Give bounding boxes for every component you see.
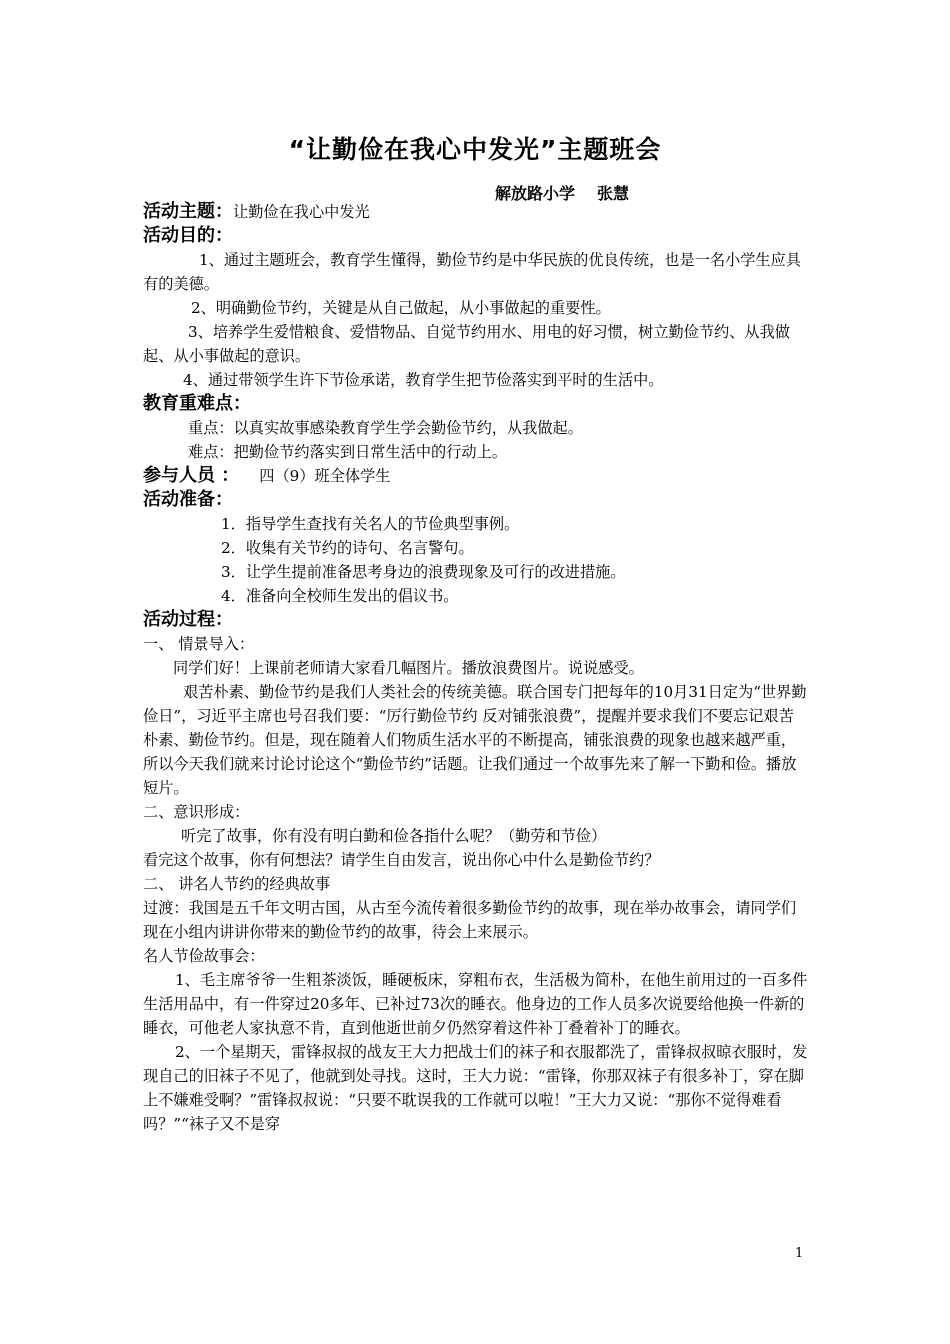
purpose-item: 3、培养学生爱惜粮食、爱惜物品、自觉节约用水、用电的好习惯，树立勤俭节约、从我做起、从小事做起的意识。 bbox=[143, 323, 790, 365]
key-point: 重点：以真实故事感染教育学生学会勤俭节约，从我做起。 bbox=[188, 419, 583, 437]
difficulty-heading: 教育重难点： bbox=[143, 393, 251, 414]
story-paragraph: 1、毛主席爷爷一生粗茶淡饭，睡硬板床，穿粗布衣，生活极为简朴，在他生前用过的一百多件生活用品中，有一件穿过20多年、已补过73次的睡衣。他身边的工作人员多次说要给他换一件新的睡衣，可他老人家执意不肯，直到他逝世前夕仍然穿着这件补丁叠着补丁的睡衣。 bbox=[143, 971, 808, 1037]
purpose-heading: 活动目的： bbox=[143, 225, 233, 246]
prep-heading: 活动准备： bbox=[143, 489, 233, 510]
paragraph: 看完这个故事，你有何想法？请学生自由发言，说出你心中什么是勤俭节约？ bbox=[143, 851, 660, 869]
paragraph: 艰苦朴素、勤俭节约是我们人类社会的传统美德。联合国专门把每年的10月31日定为“世界勤俭日”，习近平主席也号召我们要：“厉行勤俭节约 反对铺张浪费”，提醒并要求我们不要忘记艰苦朴素、勤俭节约。但是，现在随着人们物质生活水平的不断提高，铺张浪费的现象也越来越严重，所以今天我们就来讨论讨论这个“勤俭节约”话题。让我们通过一个故事先来了解一下勤和俭。播放短片。 bbox=[143, 683, 807, 797]
hard-point: 难点：把勤俭节约落实到日常生活中的行动上。 bbox=[188, 443, 507, 461]
paragraph: 听完了故事，你有没有明白勤和俭各指什么呢？（勤劳和节俭） bbox=[181, 827, 607, 845]
section-title: 二、 讲名人节约的经典故事 bbox=[143, 875, 331, 893]
purpose-item: 2、明确勤俭节约，关键是从自己做起，从小事做起的重要性。 bbox=[191, 299, 611, 317]
participants-heading: 参与人员 ： bbox=[143, 465, 240, 486]
paragraph: 同学们好！上课前老师请大家看几幅图片。播放浪费图片。说说感受。 bbox=[173, 659, 644, 677]
process-heading: 活动过程： bbox=[143, 609, 233, 630]
section-title: 二、意识形成： bbox=[143, 803, 250, 821]
prep-item: 1．指导学生查找有关名人的节俭典型事例。 bbox=[221, 515, 520, 533]
theme-line bbox=[143, 200, 808, 224]
participants-line bbox=[143, 464, 808, 488]
purpose-item: 4、通过带领学生许下节俭承诺，教育学生把节俭落实到平时的生活中。 bbox=[183, 371, 664, 389]
participants-value: 四（9）班全体学生 bbox=[259, 467, 391, 485]
purpose-item: 1、通过主题班会，教育学生懂得，勤俭节约是中华民族的优良传统，也是一名小学生应具有的美德。 bbox=[143, 251, 801, 293]
page-number: 1 bbox=[795, 1246, 804, 1261]
prep-item: 4．准备向全校师生发出的倡议书。 bbox=[221, 587, 459, 605]
story-paragraph: 2、一个星期天，雷锋叔叔的战友王大力把战士们的袜子和衣服都洗了，雷锋叔叔晾衣服时，发现自己的旧袜子不见了，他就到处寻找。这时，王大力说：“雷锋，你那双袜子有很多补丁，穿在脚上不嫌难受啊？”雷锋叔叔说：“只要不耽误我的工作就可以啦！”王大力又说：“那你不觉得难看吗？”“袜子又不是穿 bbox=[143, 1043, 808, 1133]
prep-item: 2．收集有关节约的诗句、名言警句。 bbox=[221, 539, 474, 557]
paragraph: 名人节俭故事会： bbox=[143, 947, 265, 965]
theme-heading: 活动主题： bbox=[143, 201, 233, 222]
section-title: 一、 情景导入： bbox=[143, 635, 255, 653]
theme-value: 让勤俭在我心中发光 bbox=[233, 203, 370, 221]
document-body bbox=[143, 200, 808, 1136]
page-title: “让勤俭在我心中发光”主题班会 bbox=[288, 135, 662, 164]
prep-item: 3．让学生提前准备思考身边的浪费现象及可行的改进措施。 bbox=[221, 563, 626, 581]
author-school: 解放路小学 bbox=[495, 184, 576, 203]
paragraph: 过渡：我国是五千年文明古国，从古至今流传着很多勤俭节约的故事，现在举办故事会，请同学们现在小组内讲讲你带来的勤俭节约的故事，待会上来展示。 bbox=[143, 899, 797, 941]
author-name: 张慧 bbox=[597, 184, 630, 203]
